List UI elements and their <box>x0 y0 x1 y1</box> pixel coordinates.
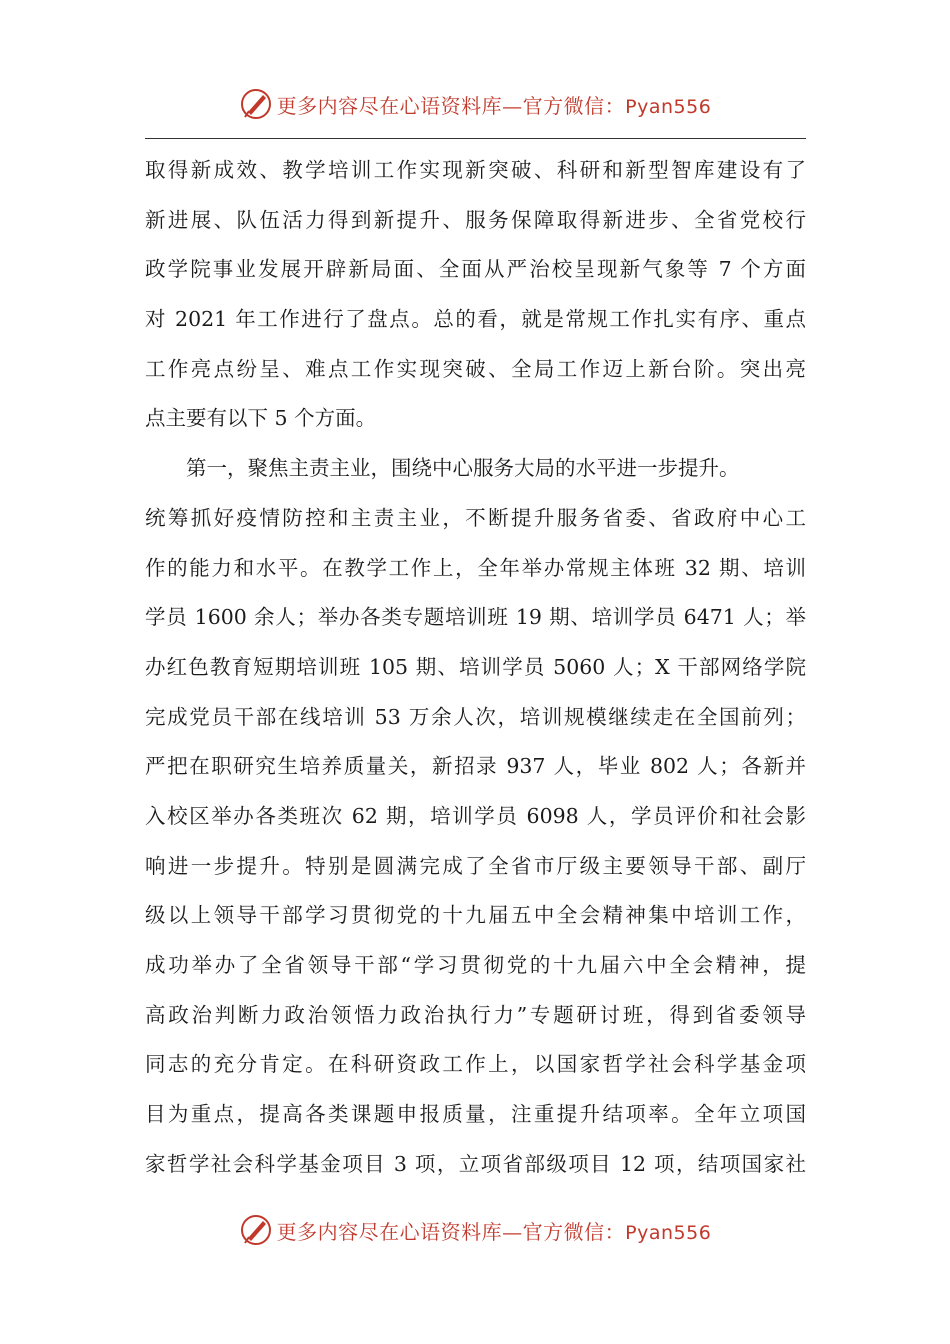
text-line: 成功举办了全省领导干部“学习贯彻党的十九届六中全会精神，提 <box>145 953 806 977</box>
text-line: 统筹抓好疫情防控和主责主业，不断提升服务省委、省政府中心工 <box>145 505 806 530</box>
text-line: 办红色教育短期培训班 105 期、培训学员 5060 人；X 干部网络学院 <box>145 654 806 679</box>
header-watermark <box>0 84 950 124</box>
text-line: 严把在职研究生培养质量关，新招录 937 人，毕业 802 人；各新并 <box>145 754 806 779</box>
footer-watermark-text: 更多内容尽在心语资料库—官方微信：Pyan556 <box>276 1219 712 1244</box>
pen-logo-icon <box>239 87 273 121</box>
text-line: 完成党员干部在线培训 53 万余人次，培训规模继续走在全国前列； <box>145 704 806 729</box>
pen-logo-icon <box>239 1213 273 1247</box>
document-body <box>145 146 806 1189</box>
footer-watermark <box>0 1210 950 1250</box>
paragraph-heading: 第一，聚焦主责主业，围绕中心服务大局的水平进一步提升。 <box>186 456 740 481</box>
text-line: 同志的充分肯定。在科研资政工作上，以国家哲学社会科学基金项 <box>145 1052 806 1077</box>
text-line: 工作亮点纷呈、难点工作实现突破、全局工作迈上新台阶。突出亮 <box>145 356 806 381</box>
text-line: 目为重点，提高各类课题申报质量，注重提升结项率。全年立项国 <box>145 1102 806 1127</box>
text-line: 作的能力和水平。在教学工作上，全年举办常规主体班 32 期、培训 <box>145 555 806 580</box>
text-line: 级以上领导干部学习贯彻党的十九届五中全会精神集中培训工作， <box>145 903 806 928</box>
text-line: 取得新成效、教学培训工作实现新突破、科研和新型智库建设有了 <box>145 158 806 182</box>
text-line: 入校区举办各类班次 62 期，培训学员 6098 人，学员评价和社会影 <box>145 803 806 828</box>
text-line: 家哲学社会科学基金项目 3 项，立项省部级项目 12 项，结项国家社 <box>145 1151 806 1176</box>
text-line: 对 2021 年工作进行了盘点。总的看，就是常规工作扎实有序、重点 <box>145 307 806 332</box>
text-line: 响进一步提升。特别是圆满完成了全省市厅级主要领导干部、副厅 <box>145 853 806 878</box>
text-line: 新进展、队伍活力得到新提升、服务保障取得新进步、全省党校行 <box>145 207 806 232</box>
header-divider <box>145 138 806 139</box>
text-line: 政学院事业发展开辟新局面、全面从严治校呈现新气象等 7 个方面 <box>145 257 806 282</box>
text-line: 学员 1600 余人；举办各类专题培训班 19 期、培训学员 6471 人；举 <box>145 605 806 630</box>
header-watermark-text: 更多内容尽在心语资料库—官方微信：Pyan556 <box>276 93 712 118</box>
text-line: 点主要有以下 5 个方面。 <box>145 406 377 431</box>
text-line: 高政治判断力政治领悟力政治执行力”专题研讨班，得到省委领导 <box>145 1002 806 1027</box>
